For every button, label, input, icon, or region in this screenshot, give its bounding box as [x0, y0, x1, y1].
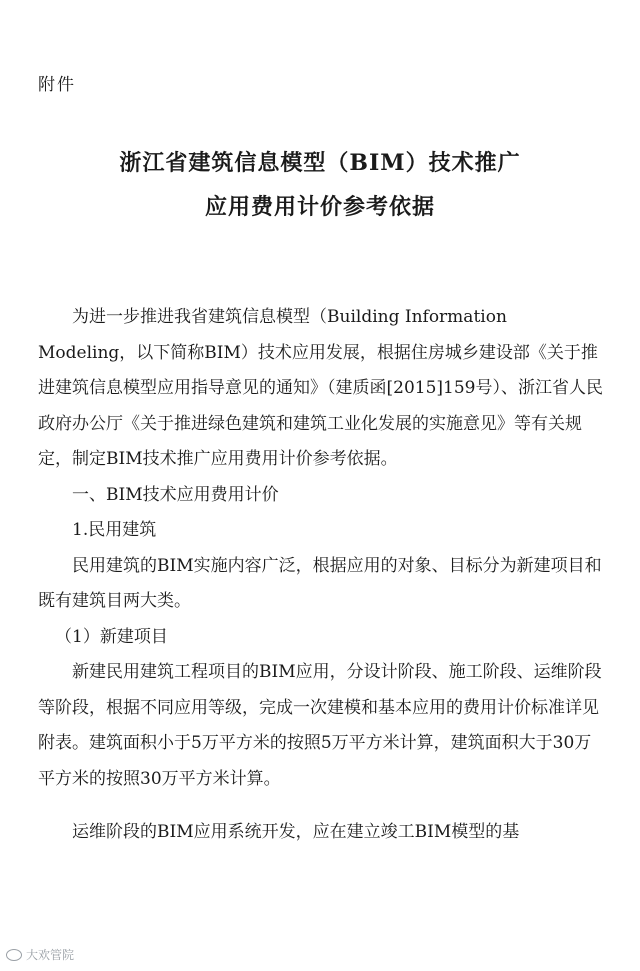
- document-title-line1: 浙江省建筑信息模型（BIM）技术推广: [119, 150, 521, 176]
- subsection-heading-civil: 1.民用建筑: [72, 520, 157, 540]
- document-body: [38, 300, 604, 851]
- paragraph-gap: [38, 797, 604, 815]
- operations-paragraph: 运维阶段的BIM应用系统开发，应在建立竣工BIM模型的基: [72, 822, 520, 842]
- watermark: [6, 946, 74, 963]
- attachment-label: 附件: [38, 75, 76, 95]
- civil-paragraph: 民用建筑的BIM实施内容广泛，根据应用的对象、目标分为新建项目和既有建筑目两大类。: [38, 555, 602, 611]
- document-title-line2: 应用费用计价参考依据: [204, 194, 435, 220]
- subsection-heading-new-projects: （1）新建项目: [55, 626, 168, 647]
- new-projects-paragraph: 新建民用建筑工程项目的BIM应用，分设计阶段、施工阶段、运维阶段等阶段，根据不同应用等级，完成一次建模和基本应用的费用计价标准详见附表。建筑面积小于5万平方米的按照5万平方米计算，建筑面积大于30万平方米的按照30万平方米计算。: [38, 662, 602, 789]
- section-heading-1: 一、BIM技术应用费用计价: [72, 484, 279, 505]
- weibo-icon: [6, 949, 22, 961]
- intro-paragraph: 为进一步推进我省建筑信息模型（Building Information Modeling，以下简称BIM）技术应用发展，根据住房城乡建设部《关于推进建筑信息模型应用指导意见的通知》（建质函[2015]159号）、浙江省人民政府办公厅《关于推进绿色建筑和建筑工业化发展的实施意见》等有关规定，制定BIM技术推广应用费用计价参考依据。: [38, 307, 603, 469]
- watermark-text: 大欢管院: [26, 948, 75, 962]
